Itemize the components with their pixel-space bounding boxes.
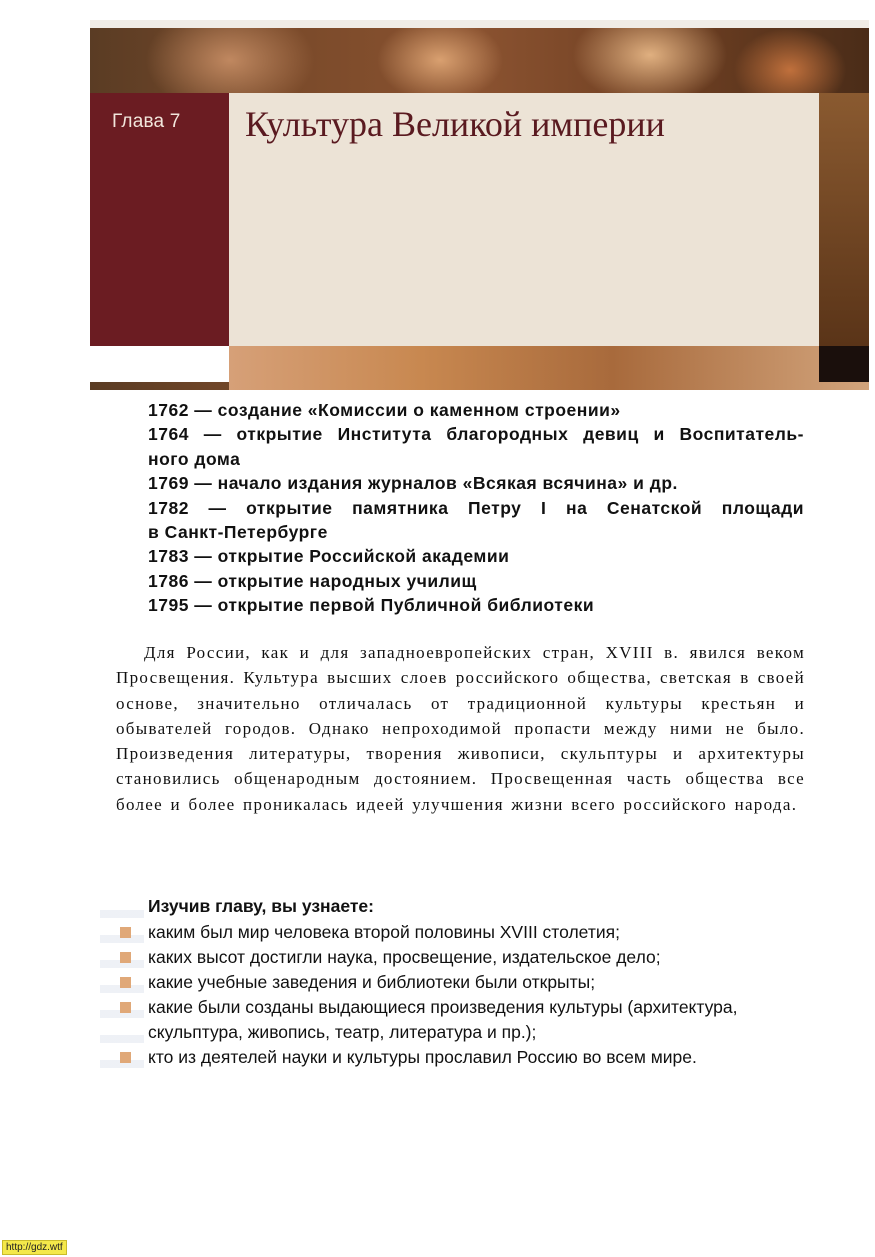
list-item: [120, 920, 810, 945]
banner-top-strip: [90, 20, 869, 28]
title-panel: [229, 93, 819, 346]
timeline-row: 1764 — открытие Института благородных девиц и Воспитатель-: [148, 424, 804, 445]
list-item: [120, 995, 810, 1045]
list-item: [120, 945, 810, 970]
timeline-row: 1762 — создание «Комиссии о каменном строении»: [148, 400, 621, 420]
list-item-text: каким был мир человека второй половины XVIII столетия;: [148, 922, 620, 942]
square-bullet-icon: [120, 1002, 131, 1013]
banner-dark-square: [819, 346, 869, 382]
learn-list: [120, 920, 810, 1070]
list-item-text: кто из деятелей науки и культуры прославил Россию во всем мире.: [148, 1047, 697, 1067]
banner-white-block: [90, 346, 229, 382]
list-item: [120, 970, 810, 995]
chapter-number-box: [90, 93, 229, 346]
learn-section-title: Изучив главу, вы узнаете:: [148, 896, 374, 916]
chapter-title: Культура Великой империи: [245, 104, 665, 144]
square-bullet-icon: [120, 927, 131, 938]
timeline-row: 1783 — открытие Российской академии: [148, 546, 510, 567]
square-bullet-icon: [120, 977, 131, 988]
banner-painting-edge: [819, 93, 869, 346]
timeline-row: 1786 — открытие народных училищ: [148, 570, 477, 591]
intro-paragraph: Для России, как и для западноевропейских стран, XVIII в. явился веком Просвещения. Культура высших слоев российского общества, светская в своей основе, значительно отличалась от традиционной культуры крестьян и обывателей городов. Однако непроходимой пропасти между ними не было. Произведения литературы, творения живописи, скульптуры и архитектуры становились общенародным достоянием. Просвещенная часть общества все более и более проникалась идеей улучшения жизни всего российского народа.: [116, 643, 805, 814]
watermark-link[interactable]: http://gdz.wtf: [2, 1240, 67, 1255]
chapter-label: Глава 7: [112, 111, 181, 132]
square-bullet-icon: [120, 952, 131, 963]
banner-painting-band: [229, 346, 869, 390]
square-bullet-icon: [120, 1052, 131, 1063]
timeline-row: в Санкт-Петербурге: [148, 522, 328, 543]
timeline-row: 1782 — открытие памятника Петру I на Сенатской площади: [148, 497, 804, 518]
list-item-text: какие учебные заведения и библиотеки были открыты;: [148, 972, 596, 992]
list-item-text: какие были созданы выдающиеся произведения культуры (архитектура, скульптура, живопись, театр, литература и пр.);: [148, 997, 738, 1042]
timeline-row: 1769 — начало издания журналов «Всякая всячина» и др.: [148, 473, 678, 494]
chapter-banner: [90, 20, 869, 390]
timeline-row: 1795 — открытие первой Публичной библиотеки: [148, 595, 595, 616]
timeline: [148, 398, 804, 618]
list-item-text: каких высот достигли наука, просвещение, издательское дело;: [148, 947, 661, 967]
list-item: [120, 1045, 810, 1070]
timeline-row: ного дома: [148, 448, 241, 469]
